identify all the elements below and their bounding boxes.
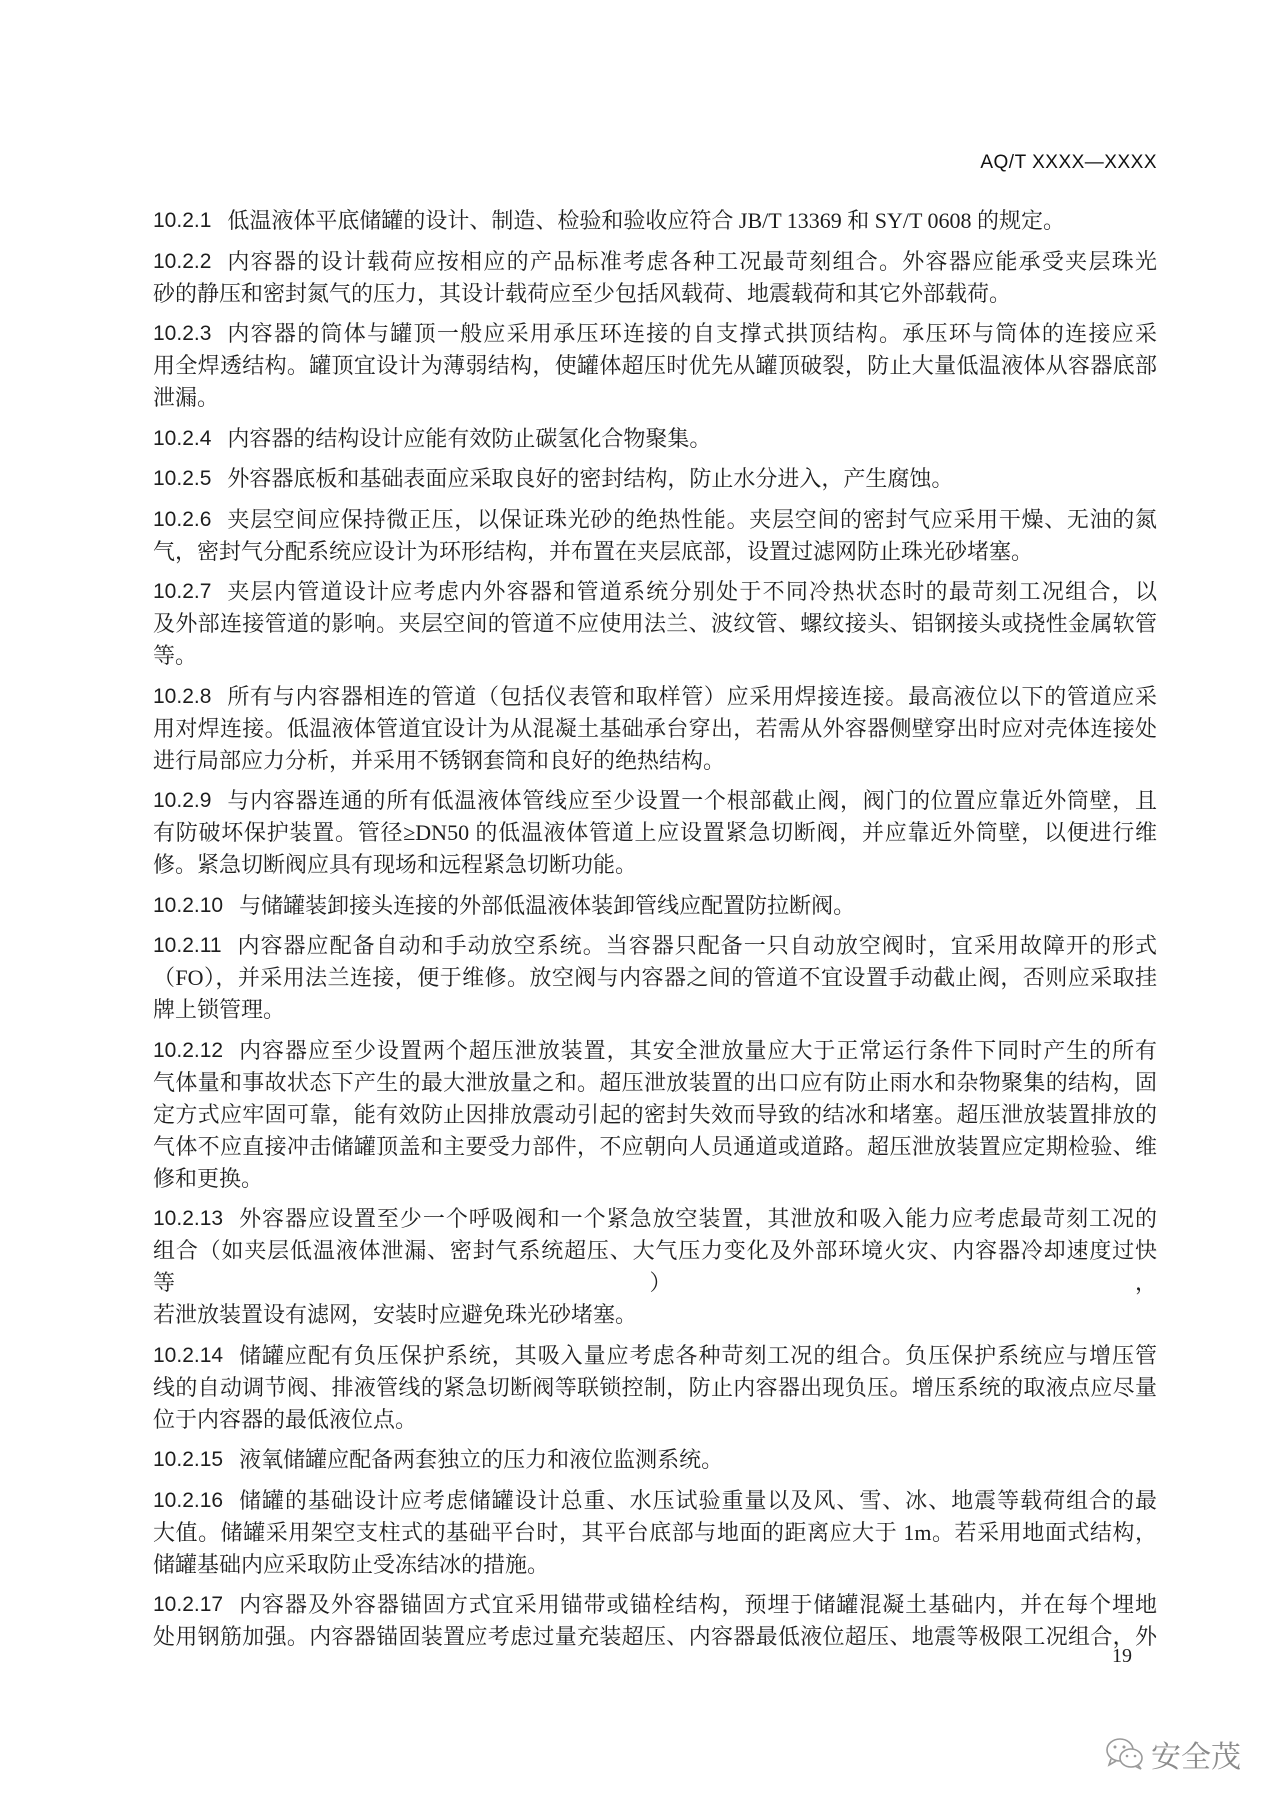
clause-text: 内容器应配备自动和手动放空系统。当容器只配备一只自动放空阀时，宜采用故障开的形式 (237, 933, 1157, 958)
clause-text: 低温液体平底储罐的设计、制造、检验和验收应符合 JB/T 13369 和 SY/T 0608 的规定。 (227, 208, 1066, 233)
clause-paragraph (153, 1340, 1157, 1436)
clause-paragraph (153, 463, 1157, 495)
clause-paragraph (153, 1203, 1157, 1331)
clause-number: 10.2.16 (153, 1488, 224, 1512)
text-line (153, 962, 1157, 994)
clause-text: 气体不应直接冲击储罐顶盖和主要受力部件，不应朝向人员通道或道路。超压泄放装置应定期检验、维 (153, 1133, 1157, 1159)
clause-number: 10.2.2 (153, 249, 212, 273)
text-line (153, 1485, 1157, 1517)
clause-number: 10.2.13 (153, 1207, 224, 1230)
text-line (153, 785, 1157, 817)
clause-text: 气体量和事故状态下产生的最大泄放量之和。超压泄放装置的出口应有防止雨水和杂物聚集的结构，固 (153, 1069, 1157, 1095)
text-line (153, 849, 1157, 881)
text-line (153, 1299, 1157, 1331)
clause-number: 10.2.1 (153, 209, 212, 232)
clause-number: 10.2.11 (153, 934, 222, 957)
clause-paragraph (153, 423, 1157, 455)
clause-number: 10.2.15 (153, 1448, 224, 1471)
clause-text: 储罐基础内应采取防止受冻结冰的措施。 (153, 1551, 550, 1577)
clause-text: 修。紧急切断阀应具有现场和远程紧急切断功能。 (153, 852, 638, 877)
text-line (153, 1372, 1157, 1404)
clause-text: 等。 (153, 643, 198, 668)
clause-paragraph (153, 785, 1157, 881)
clause-paragraph (153, 1035, 1157, 1195)
watermark-text: 安全茂 (1151, 1740, 1241, 1775)
text-line (153, 576, 1157, 608)
text-line (153, 1444, 1157, 1476)
text-line (153, 1203, 1157, 1235)
clause-text: 内容器及外容器锚固方式宜采用锚带或锚栓结构，预埋于储罐混凝土基础内，并在每个埋地 (239, 1592, 1157, 1617)
text-line (153, 1163, 1157, 1195)
clause-paragraph (153, 246, 1157, 310)
clause-paragraph (153, 504, 1157, 568)
text-line (153, 1404, 1157, 1436)
text-line (153, 205, 1157, 237)
clause-text: 处用钢筋加强。内容器锚固装置应考虑过量充装超压、内容器最低液位超压、地震等极限工况组合，外 (153, 1624, 1157, 1649)
text-line (153, 1067, 1157, 1099)
clause-text: 用对焊连接。低温液体管道宜设计为从混凝土基础承台穿出，若需从外容器侧壁穿出时应对壳体连接处 (153, 715, 1157, 741)
clause-text: 若泄放装置设有滤网，安装时应避免珠光砂堵塞。 (153, 1302, 638, 1327)
clause-text: 液氧储罐应配备两套独立的压力和液位监测系统。 (239, 1447, 724, 1472)
clause-paragraph (153, 318, 1157, 414)
clause-text: 位于内容器的最低液位点。 (153, 1406, 418, 1432)
text-line (153, 1235, 1157, 1299)
clause-text: 储罐应配有负压保护系统，其吸入量应考虑各种苛刻工况的组合。负压保护系统应与增压管 (239, 1342, 1157, 1368)
clause-text: 外容器应设置至少一个呼吸阀和一个紧急放空装置，其泄放和吸入能力应考虑最苛刻工况的 (239, 1206, 1157, 1231)
clause-number: 10.2.14 (153, 1343, 224, 1367)
clause-paragraph (153, 205, 1157, 237)
text-line (153, 246, 1157, 278)
wechat-icon (1105, 1737, 1145, 1771)
clause-number: 10.2.4 (153, 426, 212, 450)
clause-paragraph (153, 1444, 1157, 1476)
text-line (153, 994, 1157, 1026)
text-line (153, 640, 1157, 672)
text-line (153, 463, 1157, 495)
clause-paragraph (153, 930, 1157, 1026)
clause-text: 内容器的设计载荷应按相应的产品标准考虑各种工况最苛刻组合。外容器应能承受夹层珠光 (227, 248, 1157, 274)
clause-text: 及外部连接管道的影响。夹层空间的管道不应使用法兰、波纹管、螺纹接头、铝钢接头或挠性金属软管 (153, 611, 1157, 636)
clause-text: 内容器的筒体与罐顶一般应采用承压环连接的自支撑式拱顶结构。承压环与筒体的连接应采 (227, 321, 1157, 346)
text-line (153, 1549, 1157, 1581)
clause-text: 组合（如夹层低温液体泄漏、密封气系统超压、大气压力变化及外部环境火灾、内容器冷却速度过快等）， (153, 1238, 1157, 1295)
text-line (153, 504, 1157, 536)
clause-text: 大值。储罐采用架空支柱式的基础平台时，其平台底部与地面的距离应大于 1m。若采用地面式结构， (153, 1519, 1157, 1545)
clause-number: 10.2.6 (153, 507, 212, 531)
text-line (153, 713, 1157, 745)
text-line (153, 1621, 1157, 1653)
clause-number: 10.2.12 (153, 1038, 224, 1062)
clause-number: 10.2.9 (153, 789, 212, 812)
clause-text: 用全焊透结构。罐顶宜设计为薄弱结构，使罐体超压时优先从罐顶破裂，防止大量低温液体从容器底部 (153, 353, 1157, 378)
text-line (153, 1589, 1157, 1621)
clause-text: 内容器应至少设置两个超压泄放装置，其安全泄放量应大于正常运行条件下同时产生的所有 (239, 1037, 1157, 1063)
clause-paragraph (153, 681, 1157, 777)
clause-text: 所有与内容器相连的管道（包括仪表管和取样管）应采用焊接连接。最高液位以下的管道应采 (227, 683, 1157, 709)
text-line (153, 1131, 1157, 1163)
clause-number: 10.2.17 (153, 1593, 224, 1616)
text-line (153, 350, 1157, 382)
clause-text: 内容器的结构设计应能有效防止碳氢化合物聚集。 (227, 425, 712, 451)
text-line (153, 745, 1157, 777)
text-line (153, 278, 1157, 310)
clause-paragraph (153, 890, 1157, 922)
text-line (153, 423, 1157, 455)
clause-text: 外容器底板和基础表面应采取良好的密封结构，防止水分进入，产生腐蚀。 (227, 466, 954, 491)
clause-text: 定方式应牢固可靠，能有效防止因排放震动引起的密封失效而导致的结冰和堵塞。超压泄放装置排放的 (153, 1101, 1157, 1127)
clause-number: 10.2.3 (153, 322, 212, 345)
clause-text: 线的自动调节阀、排液管线的紧急切断阀等联锁控制，防止内容器出现负压。增压系统的取液点应尽量 (153, 1374, 1157, 1400)
text-line (153, 1099, 1157, 1131)
text-line (153, 536, 1157, 568)
clause-text: 砂的静压和密封氮气的压力，其设计载荷应至少包括风载荷、地震载荷和其它外部载荷。 (153, 280, 1012, 306)
page-number: 19 (1112, 1645, 1132, 1667)
clause-text: 储罐的基础设计应考虑储罐设计总重、水压试验重量以及风、雪、冰、地震等载荷组合的最 (239, 1487, 1157, 1513)
clause-text: 进行局部应力分析，并采用不锈钢套筒和良好的绝热结构。 (153, 747, 726, 773)
text-line (153, 890, 1157, 922)
clause-text: 与储罐装卸接头连接的外部低温液体装卸管线应配置防拉断阀。 (239, 892, 856, 918)
text-line (153, 817, 1157, 849)
clause-paragraph (153, 576, 1157, 672)
clause-text: 夹层空间应保持微正压，以保证珠光砂的绝热性能。夹层空间的密封气应采用干燥、无油的氮 (227, 506, 1157, 532)
clause-text: （FO），并采用法兰连接，便于维修。放空阀与内容器之间的管道不宜设置手动截止阀，否则应采取挂 (153, 965, 1157, 990)
clause-text: 修和更换。 (153, 1165, 264, 1191)
text-line (153, 1035, 1157, 1067)
text-line (153, 1517, 1157, 1549)
text-line (153, 318, 1157, 350)
text-line (153, 608, 1157, 640)
clause-text: 有防破坏保护装置。管径≥DN50 的低温液体管道上应设置紧急切断阀，并应靠近外筒壁，以便进行维 (153, 820, 1157, 845)
clause-number: 10.2.8 (153, 684, 212, 708)
text-line (153, 382, 1157, 414)
text-line (153, 1340, 1157, 1372)
clause-text: 泄漏。 (153, 385, 220, 410)
clause-paragraph (153, 1589, 1157, 1653)
watermark (1105, 1732, 1241, 1776)
clause-number: 10.2.5 (153, 467, 212, 490)
text-line (153, 681, 1157, 713)
clause-text: 气，密封气分配系统应设计为环形结构，并布置在夹层底部，设置过滤网防止珠光砂堵塞。 (153, 538, 1034, 564)
clause-number: 10.2.10 (153, 893, 224, 917)
text-line (153, 930, 1157, 962)
clause-text: 夹层内管道设计应考虑内外容器和管道系统分别处于不同冷热状态时的最苛刻工况组合，以 (227, 579, 1157, 604)
clause-text: 牌上锁管理。 (153, 997, 286, 1022)
clause-text: 与内容器连通的所有低温液体管线应至少设置一个根部截止阀，阀门的位置应靠近外筒壁，且 (227, 788, 1157, 813)
clause-paragraph (153, 1485, 1157, 1581)
standard-code-header: AQ/T XXXX—XXXX (980, 152, 1157, 173)
clause-number: 10.2.7 (153, 580, 212, 603)
document-body (153, 205, 1157, 1662)
